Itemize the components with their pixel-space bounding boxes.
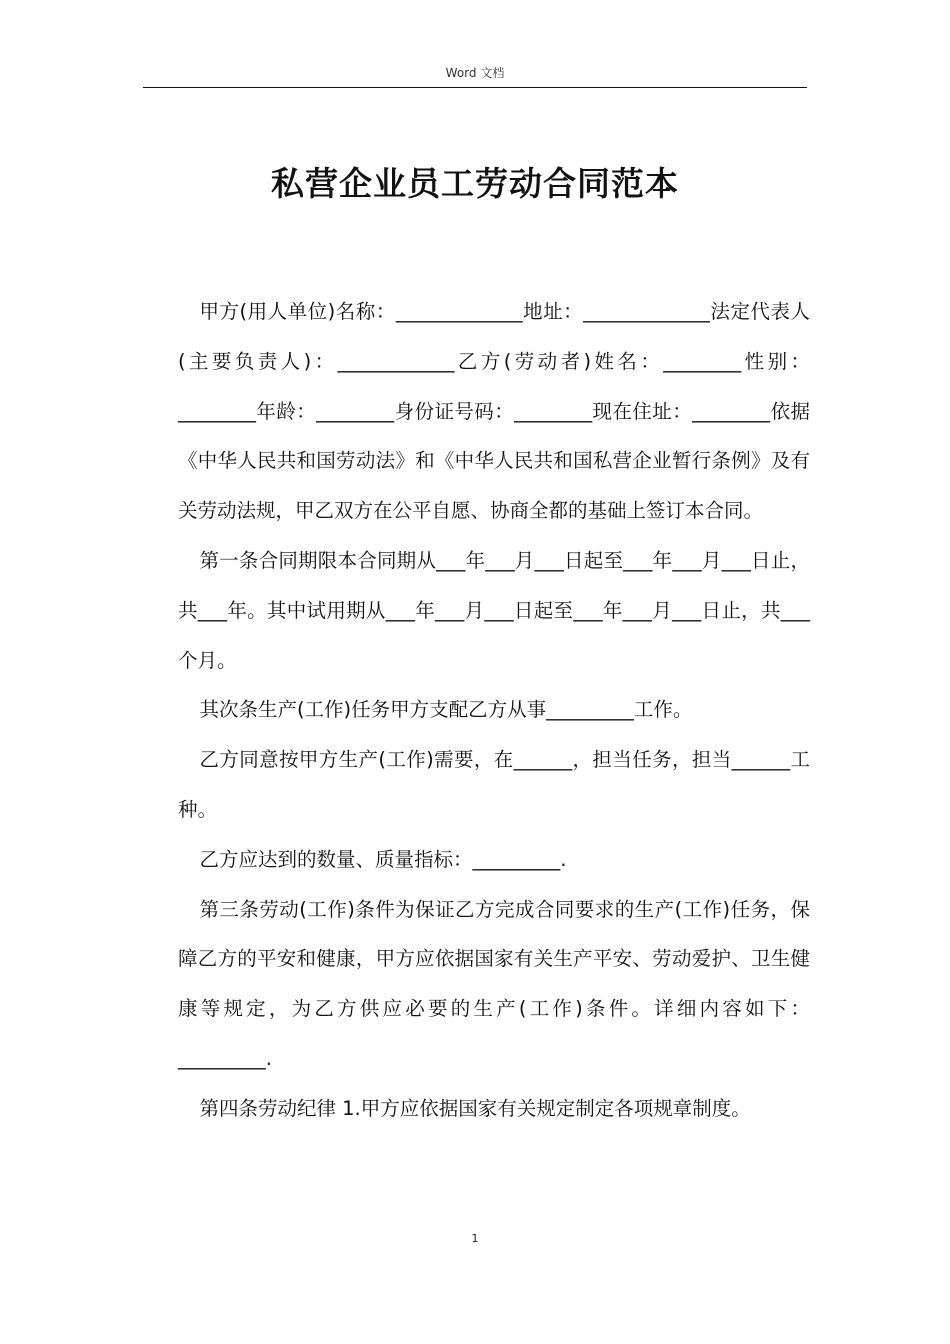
document-body <box>178 287 810 1134</box>
paragraph-article-1: 第一条合同期限本合同期从___年___月___日起至___年___月___日止，共___年。其中试用期从___年___月___日起至___年___月___日止，共___个月。 <box>178 548 810 672</box>
paragraph-parties: 甲方(用人单位)名称：_____________地址：_____________法定代表人(主要负责人)：____________乙方(劳动者)姓名：________性别：________年龄：________身份证号码：________现在住址：________依据《中华人民共和国劳动法》和《中华人民共和国私营企业暂行条例》及有关劳动法规，甲乙双方在公平自愿、协商全都的基础上签订本合同。 <box>178 300 810 523</box>
paragraph-article-3: 第三条劳动(工作)条件为保证乙方完成合同要求的生产(工作)任务，保障乙方的平安和健康，甲方应依据国家有关生产平安、劳动爱护、卫生健康等规定，为乙方供应必要的生产(工作)条件。详细内容如下：_________. <box>178 897 810 1070</box>
paragraph-article-4: 第四条劳动纪律 1.甲方应依据国家有关规定制定各项规章制度。 <box>199 1096 751 1120</box>
header-divider <box>143 87 807 88</box>
paragraph-article-2-quota: 乙方应达到的数量、质量指标：_________. <box>199 847 567 871</box>
paragraph-article-2-duty: 乙方同意按甲方生产(工作)需要，在______，担当任务，担当______工种。 <box>178 748 810 821</box>
page-number: 1 <box>471 1232 479 1245</box>
paragraph-article-2: 其次条生产(工作)任务甲方支配乙方从事_________工作。 <box>199 698 693 722</box>
page-header: Word 文档 <box>445 66 505 80</box>
document-title: 私营企业员工劳动合同范本 <box>271 164 679 203</box>
